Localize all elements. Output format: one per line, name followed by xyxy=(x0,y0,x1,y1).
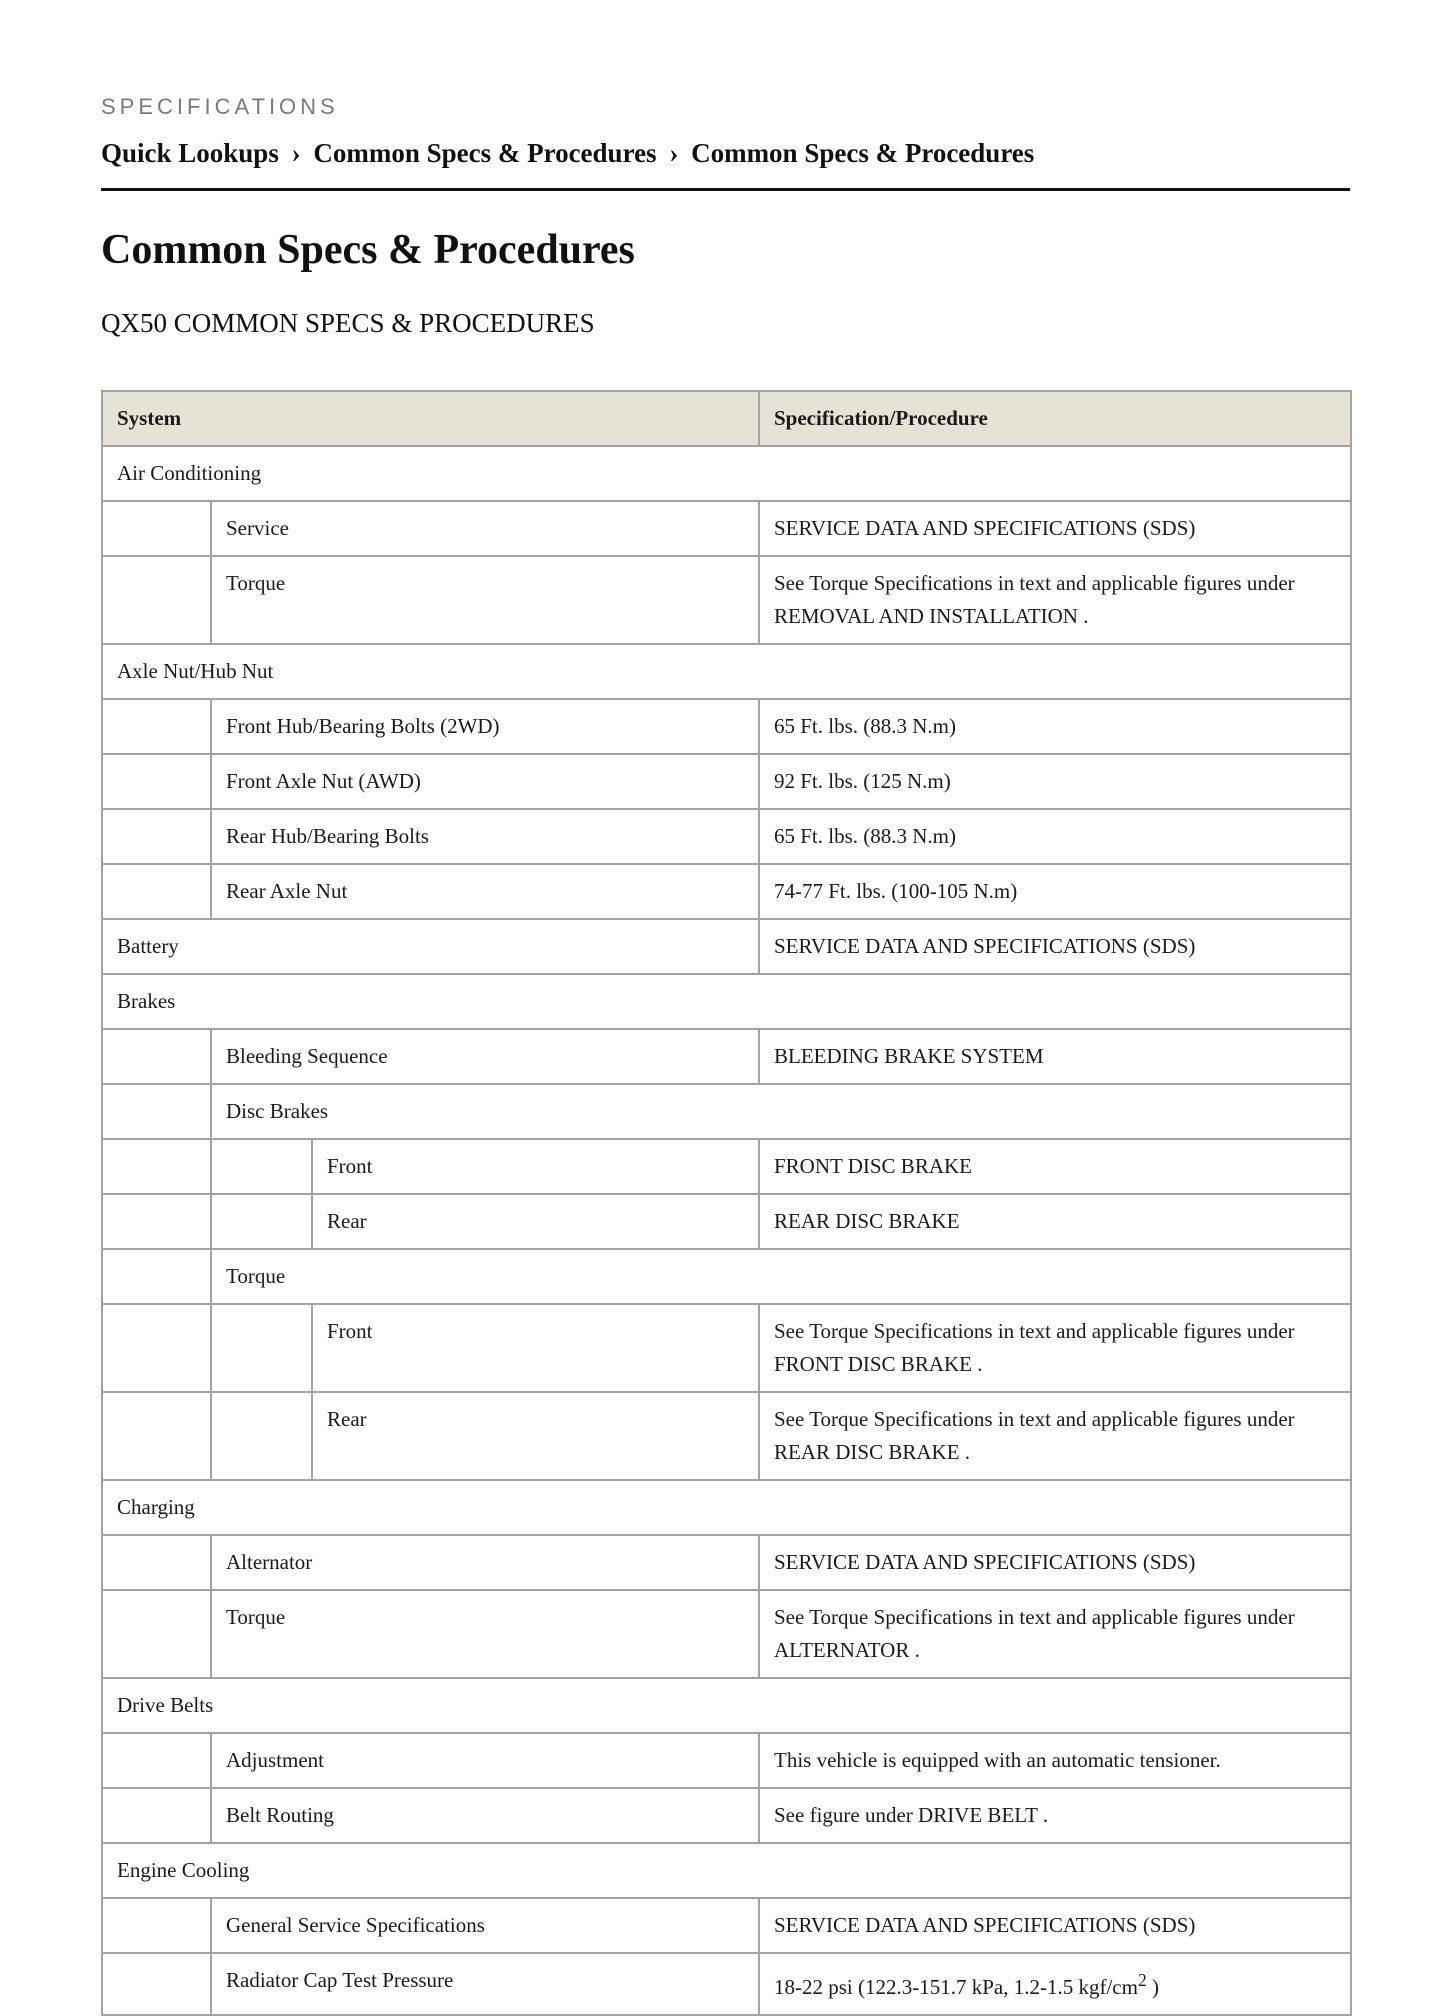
system-cell: Adjustment xyxy=(211,1733,759,1788)
spec-cell: FRONT DISC BRAKE xyxy=(759,1139,1351,1194)
system-cell: Engine Cooling xyxy=(102,1843,1351,1898)
spec-cell: This vehicle is equipped with an automatic tensioner. xyxy=(759,1733,1351,1788)
spec-cell: SERVICE DATA AND SPECIFICATIONS (SDS) xyxy=(759,1535,1351,1590)
spec-cell xyxy=(759,1953,1351,2015)
system-cell: Rear xyxy=(312,1392,759,1480)
table-row xyxy=(102,974,1351,1029)
indent-cell xyxy=(102,1392,211,1480)
indent-cell xyxy=(102,1304,211,1392)
system-cell: Rear Axle Nut xyxy=(211,864,759,919)
indent-cell xyxy=(102,1249,211,1304)
system-cell: Disc Brakes xyxy=(211,1084,1351,1139)
table-row xyxy=(102,1953,1351,2015)
system-cell: Radiator Cap Test Pressure xyxy=(211,1953,759,2015)
table-header-row xyxy=(102,391,1351,446)
indent-cell xyxy=(211,1194,312,1249)
spec-cell: 74-77 Ft. lbs. (100-105 N.m) xyxy=(759,864,1351,919)
table-row xyxy=(102,1733,1351,1788)
indent-cell xyxy=(102,1194,211,1249)
spec-text-suffix: ) xyxy=(1146,1975,1159,1999)
system-cell: Air Conditioning xyxy=(102,446,1351,501)
table-row xyxy=(102,1194,1351,1249)
column-header-system: System xyxy=(102,391,759,446)
table-row xyxy=(102,1392,1351,1480)
spec-superscript: 2 xyxy=(1137,1970,1147,1990)
system-cell: Front Hub/Bearing Bolts (2WD) xyxy=(211,699,759,754)
breadcrumb-item-common-specs[interactable]: Common Specs & Procedures xyxy=(313,138,657,168)
table-row xyxy=(102,446,1351,501)
spec-cell: 92 Ft. lbs. (125 N.m) xyxy=(759,754,1351,809)
indent-cell xyxy=(102,864,211,919)
indent-cell xyxy=(102,1084,211,1139)
table-row xyxy=(102,1678,1351,1733)
specs-table xyxy=(101,390,1352,2016)
indent-cell xyxy=(102,1590,211,1678)
spec-cell: SERVICE DATA AND SPECIFICATIONS (SDS) xyxy=(759,919,1351,974)
breadcrumb-item-current: Common Specs & Procedures xyxy=(691,138,1035,168)
system-cell: Brakes xyxy=(102,974,1351,1029)
table-row xyxy=(102,501,1351,556)
section-label: SPECIFICATIONS xyxy=(101,94,339,119)
system-cell: Torque xyxy=(211,556,759,644)
system-cell: Rear Hub/Bearing Bolts xyxy=(211,809,759,864)
spec-cell: See Torque Specifications in text and applicable figures under REAR DISC BRAKE . xyxy=(759,1392,1351,1480)
table-row xyxy=(102,1843,1351,1898)
table-row xyxy=(102,1590,1351,1678)
indent-cell xyxy=(102,1953,211,2015)
system-cell: Battery xyxy=(102,919,759,974)
indent-cell xyxy=(102,1029,211,1084)
table-row xyxy=(102,919,1351,974)
spec-cell: 65 Ft. lbs. (88.3 N.m) xyxy=(759,809,1351,864)
system-cell: General Service Specifications xyxy=(211,1898,759,1953)
indent-cell xyxy=(102,754,211,809)
column-header-spec: Specification/Procedure xyxy=(759,391,1351,446)
table-row xyxy=(102,1139,1351,1194)
spec-text: 18-22 psi (122.3-151.7 kPa, 1.2-1.5 kgf/cm xyxy=(774,1975,1138,1999)
system-cell: Front Axle Nut (AWD) xyxy=(211,754,759,809)
indent-cell xyxy=(211,1139,312,1194)
system-cell: Bleeding Sequence xyxy=(211,1029,759,1084)
system-cell: Axle Nut/Hub Nut xyxy=(102,644,1351,699)
system-cell: Alternator xyxy=(211,1535,759,1590)
indent-cell xyxy=(102,556,211,644)
table-row xyxy=(102,556,1351,644)
indent-cell xyxy=(102,1535,211,1590)
table-row xyxy=(102,864,1351,919)
spec-cell: 65 Ft. lbs. (88.3 N.m) xyxy=(759,699,1351,754)
table-row xyxy=(102,1788,1351,1843)
table-row xyxy=(102,699,1351,754)
breadcrumb-item-quick-lookups[interactable]: Quick Lookups xyxy=(101,138,279,168)
table-row xyxy=(102,1535,1351,1590)
breadcrumb-separator: › xyxy=(669,138,679,168)
spec-cell: REAR DISC BRAKE xyxy=(759,1194,1351,1249)
table-row xyxy=(102,1249,1351,1304)
system-cell: Belt Routing xyxy=(211,1788,759,1843)
spec-cell: See Torque Specifications in text and applicable figures under ALTERNATOR . xyxy=(759,1590,1351,1678)
spec-cell: See figure under DRIVE BELT . xyxy=(759,1788,1351,1843)
indent-cell xyxy=(102,1139,211,1194)
table-row xyxy=(102,754,1351,809)
indent-cell xyxy=(102,699,211,754)
system-cell: Charging xyxy=(102,1480,1351,1535)
system-cell: Drive Belts xyxy=(102,1678,1351,1733)
table-row xyxy=(102,809,1351,864)
indent-cell xyxy=(211,1392,312,1480)
table-row xyxy=(102,1304,1351,1392)
system-cell: Rear xyxy=(312,1194,759,1249)
indent-cell xyxy=(102,1733,211,1788)
indent-cell xyxy=(102,501,211,556)
indent-cell xyxy=(211,1304,312,1392)
system-cell: Torque xyxy=(211,1249,1351,1304)
spec-cell: SERVICE DATA AND SPECIFICATIONS (SDS) xyxy=(759,1898,1351,1953)
table-row xyxy=(102,1084,1351,1139)
indent-cell xyxy=(102,809,211,864)
page-subtitle: QX50 COMMON SPECS & PROCEDURES xyxy=(101,308,595,338)
spec-cell: See Torque Specifications in text and applicable figures under FRONT DISC BRAKE . xyxy=(759,1304,1351,1392)
breadcrumb-separator: › xyxy=(291,138,301,168)
specs-table-body xyxy=(102,446,1351,2015)
system-cell: Service xyxy=(211,501,759,556)
table-row xyxy=(102,1480,1351,1535)
table-row xyxy=(102,1898,1351,1953)
system-cell: Torque xyxy=(211,1590,759,1678)
indent-cell xyxy=(102,1898,211,1953)
table-row xyxy=(102,644,1351,699)
breadcrumb xyxy=(101,138,1034,169)
system-cell: Front xyxy=(312,1139,759,1194)
system-cell: Front xyxy=(312,1304,759,1392)
indent-cell xyxy=(102,1788,211,1843)
page-title: Common Specs & Procedures xyxy=(101,227,635,273)
header-divider xyxy=(101,188,1350,191)
table-row xyxy=(102,1029,1351,1084)
spec-cell: SERVICE DATA AND SPECIFICATIONS (SDS) xyxy=(759,501,1351,556)
spec-cell: See Torque Specifications in text and applicable figures under REMOVAL AND INSTALLATION . xyxy=(759,556,1351,644)
spec-cell: BLEEDING BRAKE SYSTEM xyxy=(759,1029,1351,1084)
